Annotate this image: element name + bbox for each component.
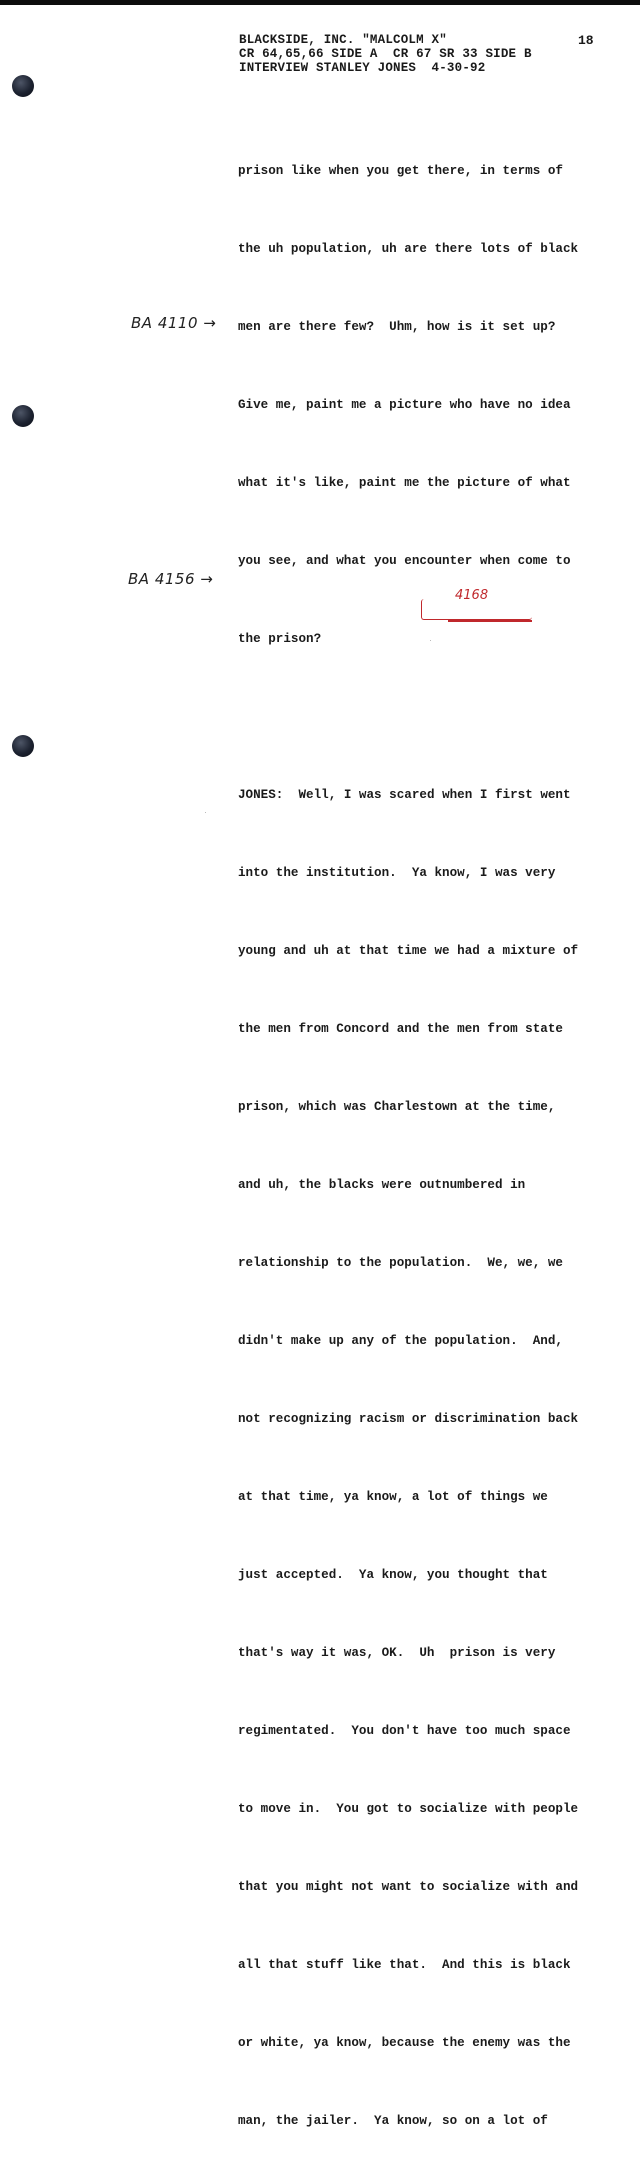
transcript-body (238, 106, 608, 2160)
answer-line: prison, which was Charlestown at the time, (238, 1100, 556, 1114)
paper-speck (205, 812, 206, 813)
page-number: 18 (578, 33, 594, 48)
margin-note-ba-4110: BA 4110 → (131, 314, 217, 332)
answer-line: that's way it was, OK. Uh prison is very (238, 1646, 556, 1660)
question-line: men are there few? Uhm, how is it set up? (238, 320, 556, 334)
answer-line: at that time, ya know, a lot of things we (238, 1490, 548, 1504)
answer-line: to move in. You got to socialize with people (238, 1802, 579, 1816)
question-line: you see, and what you encounter when come to (238, 554, 571, 568)
question-line: prison like when you get there, in terms of (238, 164, 563, 178)
answer-line: all that stuff like that. And this is black (238, 1958, 571, 1972)
header-line-1: BLACKSIDE, INC. "MALCOLM X" (239, 33, 447, 47)
answer-line: and uh, the blacks were outnumbered in (238, 1178, 526, 1192)
answer-line: just accepted. Ya know, you thought that (238, 1568, 548, 1582)
paragraph-gap (238, 704, 608, 730)
answer-line: the men from Concord and the men from state (238, 1022, 563, 1036)
answer-line: relationship to the population. We, we, we (238, 1256, 563, 1270)
header-line-3: INTERVIEW STANLEY JONES 4-30-92 (239, 61, 486, 75)
answer-line: didn't make up any of the population. And, (238, 1334, 563, 1348)
question-line: the uh population, uh are there lots of black (238, 242, 579, 256)
red-edit-bracket (421, 599, 532, 620)
header-line-2: CR 64,65,66 SIDE A CR 67 SR 33 SIDE B (239, 47, 532, 61)
answer-line: not recognizing racism or discrimination back (238, 1412, 579, 1426)
answer-first-line (238, 782, 608, 808)
binder-hole-top (12, 75, 34, 97)
speaker-label: JONES: (238, 788, 284, 802)
question-line: Give me, paint me a picture who have no idea (238, 398, 571, 412)
answer-line: into the institution. Ya know, I was very (238, 866, 556, 880)
answer-line: or white, ya know, because the enemy was the (238, 2036, 571, 2050)
answer-line: young and uh at that time we had a mixture of (238, 944, 579, 958)
answer-line: man, the jailer. Ya know, so on a lot of (238, 2114, 548, 2128)
red-correction-number: 4168 (455, 588, 489, 603)
red-edit-underline (448, 620, 532, 622)
question-line: the prison? (238, 632, 322, 646)
binder-hole-bottom (12, 735, 34, 757)
paper-speck (430, 640, 431, 641)
page-top-edge (0, 0, 640, 5)
binder-hole-middle (12, 405, 34, 427)
document-header (239, 33, 532, 75)
question-line: what it's like, paint me the picture of what (238, 476, 571, 490)
margin-note-ba-4156: BA 4156 → (128, 570, 214, 588)
answer-line-rest: Well, I was scared when I first went (283, 788, 571, 802)
answer-line: regimentated. You don't have too much space (238, 1724, 571, 1738)
answer-line: that you might not want to socialize with and (238, 1880, 579, 1894)
